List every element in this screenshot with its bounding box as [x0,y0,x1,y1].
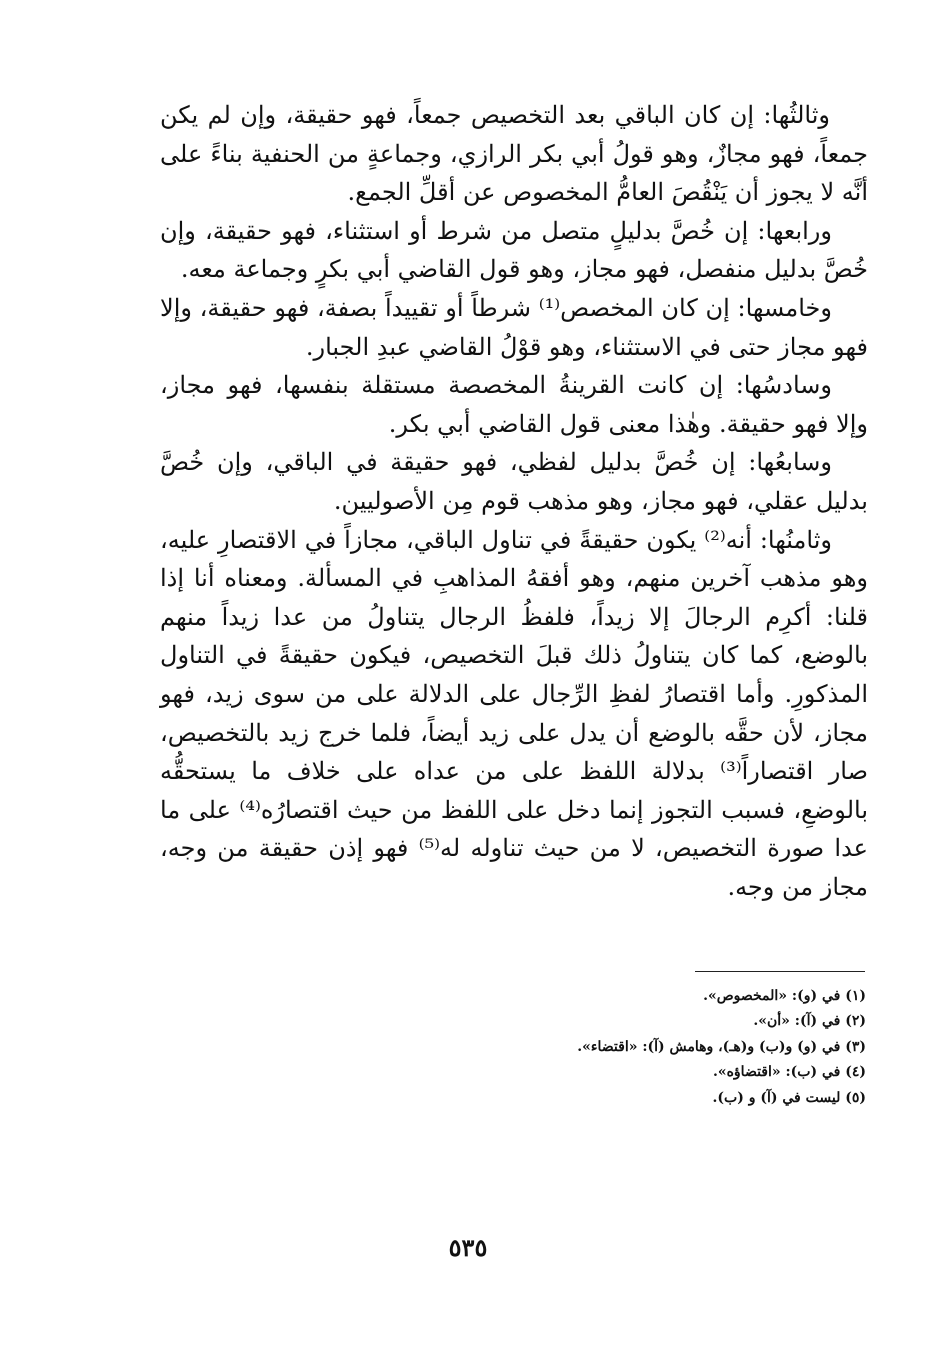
paragraph-seventh-opinion: وسابعُها: إن خُصَّ بدليل لفظي، فهو حقيقة في الباقي، وإن خُصَّ بدليل عقلي، فهو مجاز، وهو مذهب قوم مِن الأصوليين. [160,448,868,515]
footnote-4: (٤) في (ب): «اقتضاؤه». [712,1064,866,1081]
paragraph-fifth-opinion: وخامسها: إن كان المخصص⁽¹⁾ شرطاً أو تقييداً بصفة، فهو حقيقة، وإلا فهو مجاز حتى في الاستثناء، وهو قوْلُ القاضي عبدِ الجبار. [160,293,868,361]
paragraph-sixth-opinion: وسادسُها: إن كانت القرينةُ المخصصة مستقلة بنفسها، فهو مجاز، وإلا فهو حقيقة. وهٰذا معنى قول القاضي أبي بكر. [160,371,868,438]
footnote-5: (٥) ليست في (آ) و (ب). [712,1089,866,1106]
footnote-3: (٣) في (و) و(ب) و(هـ)، وهامش (آ): «اقتضاء». [577,1038,866,1055]
footnote-2: (٢) في (آ): «أن». [753,1013,866,1030]
footnote-1: (١) في (و): «المخصوص». [703,988,866,1004]
paragraph-fourth-opinion: ورابعها: إن خُصَّ بدليلٍ متصل من شرط أو استثناء، فهو حقيقة، وإن خُصَّ بدليل منفصل، فهو مجاز، وهو قول القاضي أبي بكرٍ وجماعة معه. [160,216,868,284]
footnotes [420,984,866,1111]
paragraph-third-opinion: وثالثُها: إن كان الباقي بعد التخصيص جمعاً، فهو حقيقة، وإن لم يكن جمعاً، فهو مجازٌ، وهو قولُ أبي بكر الرازي، وجماعةٍ من الحنفية بناءً على أنَّه لا يجوز أن يَنْقُصَ العامُّ المخصوص عن أقلِّ الجمع. [160,101,868,207]
main-text [160,96,868,906]
paragraph-eighth-opinion: وثامنُها: أنه⁽²⁾ يكون حقيقةً في تناول الباقي، مجازاً في الاقتصارِ عليه، وهو مذهب آخرين منهم، وهو أفقهُ المذاهبِ في المسألة. ومعناه أنا إذا قلنا: أكرِم الرجالَ إلا زيداً، فلفظُ الرجال يتناولُ من عدا زيداً منهم بالوضع، كما كان يتناولُ ذلك قبلَ التخصيص، فيكون حقيقةً في التناول المذكورِ. وأما اقتصارُ لفظِ الرِّجال على الدلالة على من سوى زيد، فهو مجاز، لأن حقَّه بالوضع أن يدل على زيد أيضاً، فلما خرج زيد بالتخصيص، صار اقتصاراً⁽³⁾ بدلالة اللفظ على من عداه على خلاف ما يستحقُّه بالوضعِ، فسبب التجوز إنما دخل على اللفظ من حيث اقتصارُه⁽⁴⁾ على ما عدا صورة التخصيص، لا من حيث تناوله له⁽⁵⁾ فهو إذن حقيقة من وجه، مجاز من وجه. [160,525,869,901]
footnote-separator [695,971,865,972]
page-number: ٥٣٥ [448,1233,488,1262]
